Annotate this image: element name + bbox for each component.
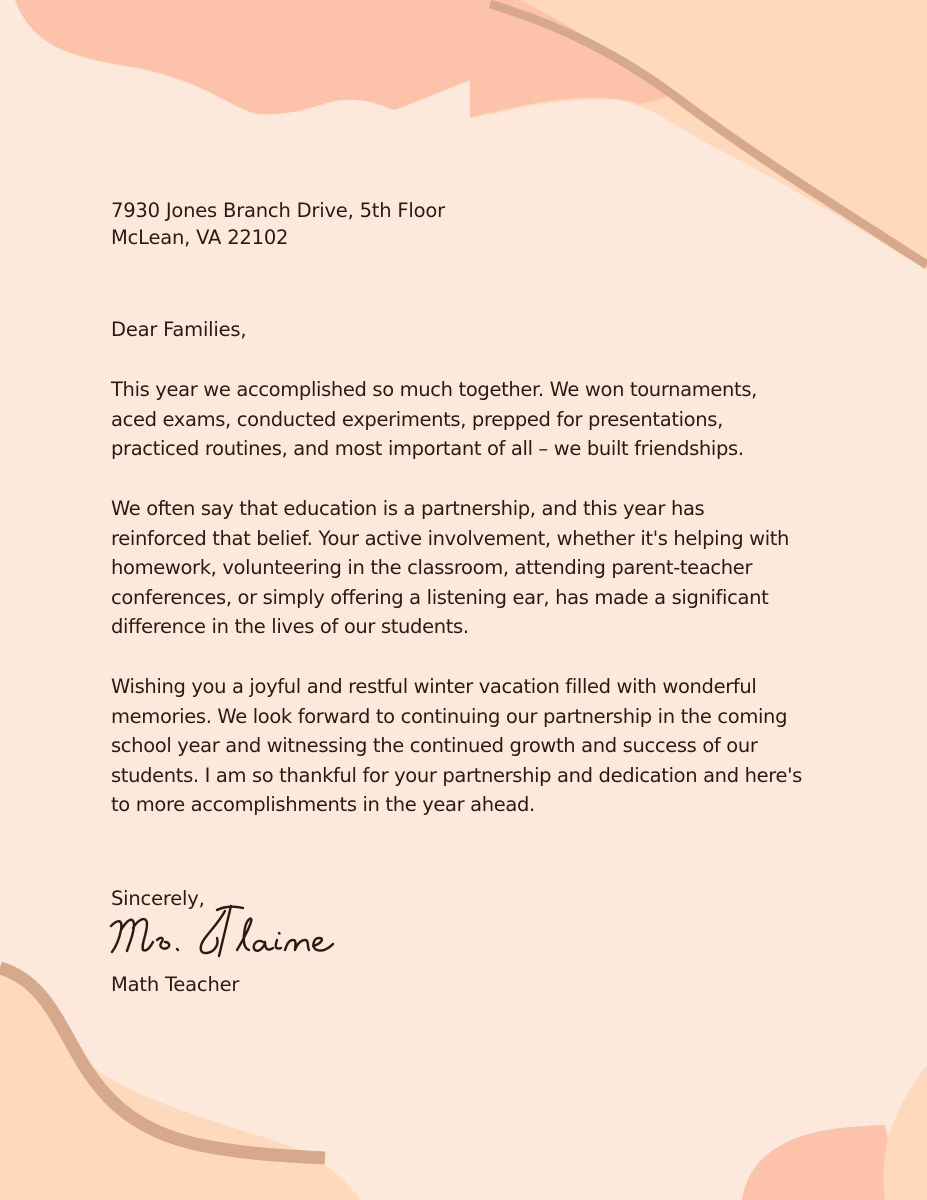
paragraph-line: students. I am so thankful for your partnership and dedication and here's xyxy=(111,763,802,787)
bottom-left-peach-shape xyxy=(0,965,360,1200)
address-line-1: 7930 Jones Branch Drive, 5th Floor xyxy=(111,199,445,222)
sender-address xyxy=(111,197,445,251)
closing: Sincerely, xyxy=(111,887,205,910)
paragraph-1 xyxy=(111,375,831,464)
top-coral-shape xyxy=(15,0,480,114)
paragraph-line: homework, volunteering in the classroom, attending parent-teacher xyxy=(111,556,753,579)
bottom-right-peach-shape xyxy=(883,1065,927,1200)
handwritten-signature xyxy=(107,900,367,970)
paragraph-2 xyxy=(111,494,831,642)
paragraph-line: We often say that education is a partnership, and this year has xyxy=(111,497,705,520)
paragraph-3 xyxy=(111,672,831,820)
signer-role: Math Teacher xyxy=(111,973,240,996)
paragraph-line: school year and witnessing the continued growth and success of our xyxy=(111,734,758,757)
paragraph-line: aced exams, conducted experiments, prepped for presentations, xyxy=(111,407,723,431)
bottom-right-coral-shape xyxy=(742,1125,900,1200)
paragraph-line: practiced routines, and most important of all – we built friendships. xyxy=(111,437,744,460)
paragraph-line: difference in the lives of our students. xyxy=(111,615,469,638)
paragraph-line: to more accomplishments in the year ahead. xyxy=(111,793,535,816)
address-line-2: McLean, VA 22102 xyxy=(111,226,289,249)
greeting: Dear Families, xyxy=(111,318,247,341)
paragraph-line: Wishing you a joyful and restful winter vacation filled with wonderful xyxy=(111,675,757,698)
paragraph-line: memories. We look forward to continuing our partnership in the coming xyxy=(111,704,788,728)
paragraph-line: reinforced that belief. Your active involvement, whether it's helping with xyxy=(111,526,790,550)
paragraph-line: This year we accomplished so much together. We won tournaments, xyxy=(111,378,758,401)
paragraph-line: conferences, or simply offering a listening ear, has made a significant xyxy=(111,585,769,609)
